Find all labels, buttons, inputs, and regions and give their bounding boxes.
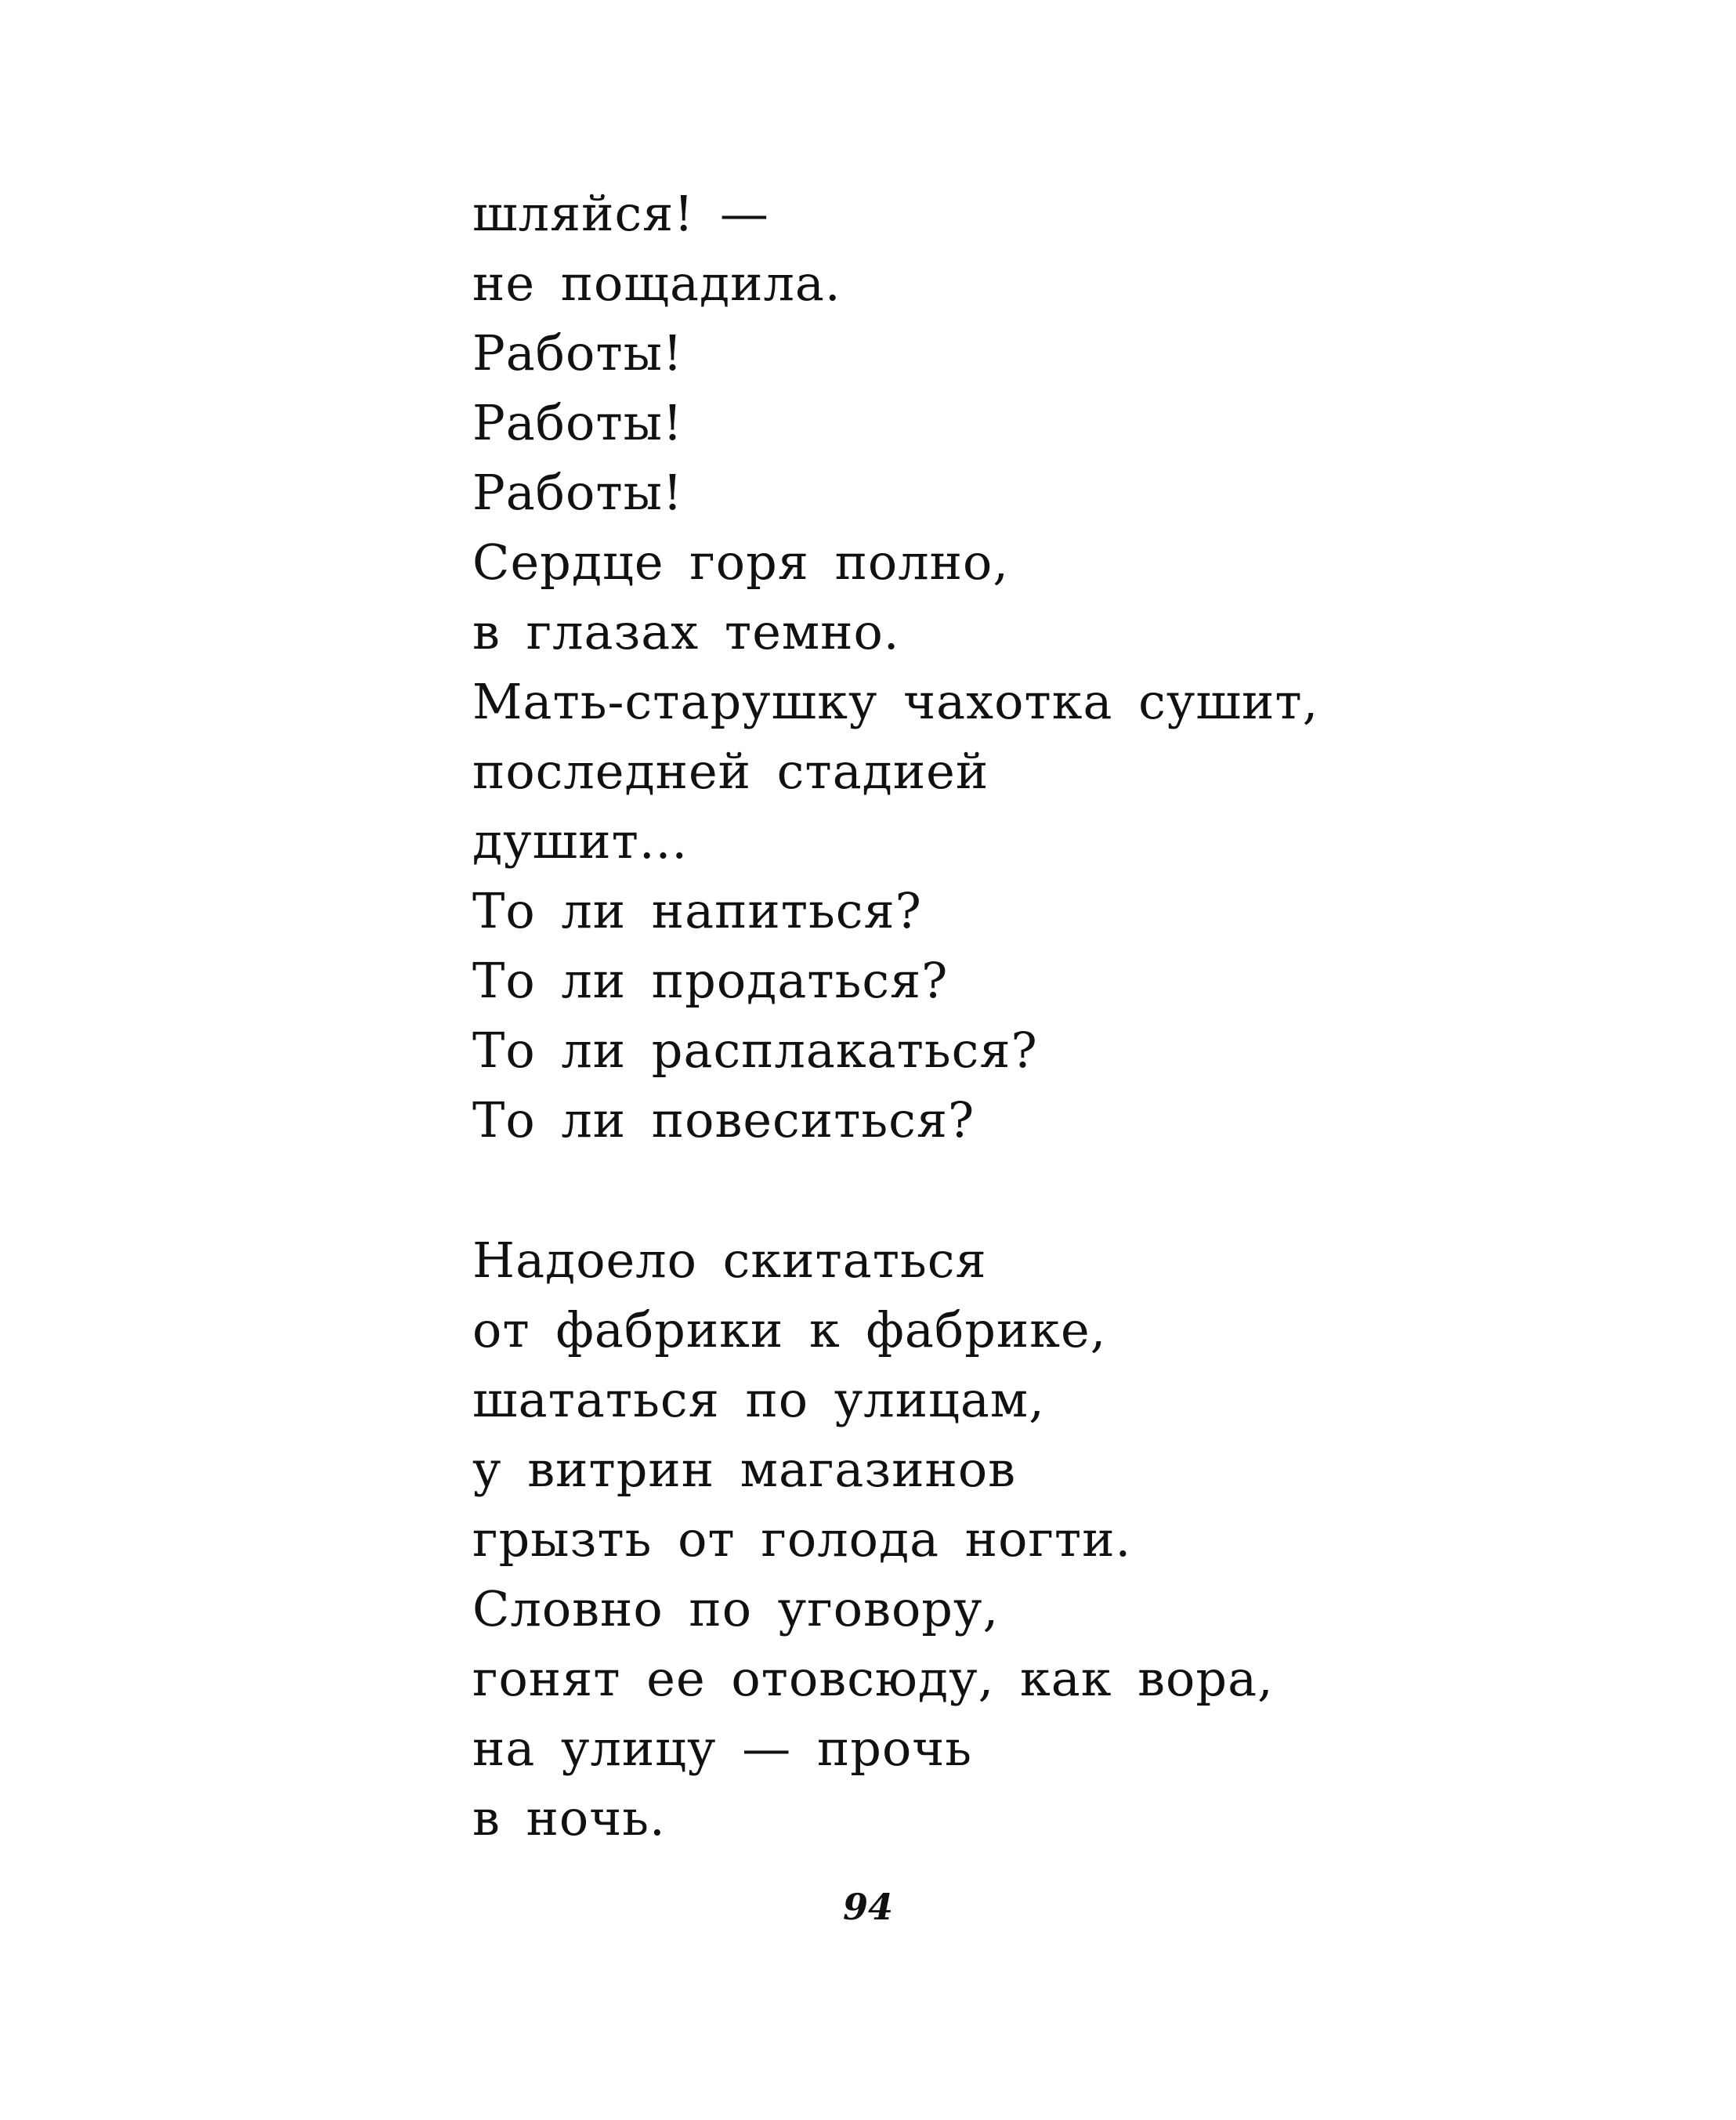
- poem-line: шататься по улицам,: [472, 1371, 1045, 1428]
- poem-line: То ли повеситься?: [472, 1091, 975, 1149]
- page-number: 94: [842, 1886, 893, 1928]
- poem-line: шляйся! —: [472, 185, 769, 242]
- poem-line: от фабрики к фабрике,: [472, 1301, 1107, 1358]
- poem-line: последней стадией: [472, 743, 989, 800]
- poem-line: у витрин магазинов: [472, 1441, 1017, 1498]
- poem-line: Мать-старушку чахотка сушит,: [472, 673, 1319, 730]
- poem-line: То ли расплакаться?: [472, 1022, 1038, 1079]
- poem-line: на улицу — прочь: [472, 1720, 973, 1777]
- poem-line: То ли продаться?: [472, 952, 949, 1009]
- poem-line: Словно по уговору,: [472, 1580, 1000, 1637]
- stanza-2: [472, 1225, 1397, 1853]
- poem-line: Работы!: [472, 464, 683, 521]
- poem-line: Работы!: [472, 394, 683, 451]
- poem-line: Работы!: [472, 324, 683, 382]
- poem-line: душит...: [472, 812, 689, 870]
- stanza-1: [472, 179, 1397, 1155]
- poem-line: То ли напиться?: [472, 882, 922, 939]
- poem-line: Сердце горя полно,: [472, 534, 1009, 591]
- poem-line: грызть от голода ногти.: [472, 1510, 1132, 1568]
- poem-line: в глазах темно.: [472, 603, 900, 660]
- poem-line: в ночь.: [472, 1789, 666, 1847]
- poem-line: гонят ее отовсюду, как вора,: [472, 1650, 1274, 1707]
- poem-text: [472, 179, 1397, 1853]
- poem-line: не пощадила.: [472, 255, 841, 312]
- poem-line: Надоело скитаться: [472, 1232, 987, 1289]
